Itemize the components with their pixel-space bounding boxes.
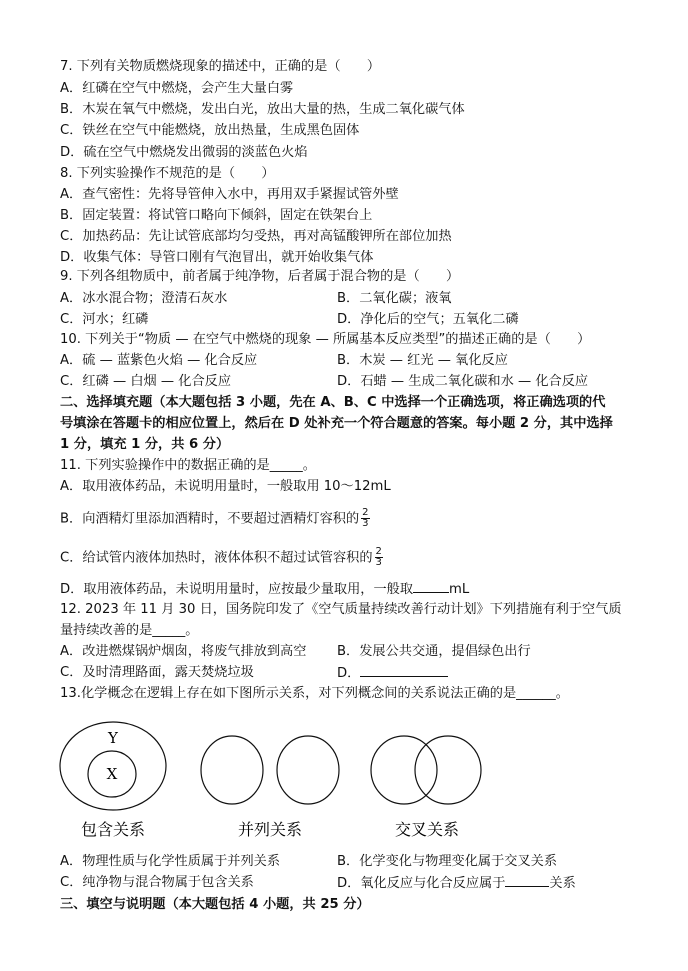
q11-option-d-unit: mL: [449, 582, 470, 597]
q9-option-a: A．冰水混合物；澄清石灰水: [60, 291, 228, 306]
intersection-circle-right: [415, 736, 481, 804]
fraction-numerator: 2: [362, 507, 369, 518]
caption-parallel: 并列关系: [237, 820, 303, 839]
caption-intersection: 交叉关系: [394, 820, 460, 839]
section2-line3: 1 分，填充 1 分，共 6 分）: [60, 437, 230, 452]
q9-option-c: C．河水；红磷: [60, 312, 149, 327]
answer-blank[interactable]: [413, 580, 449, 593]
answer-blank[interactable]: [505, 874, 549, 887]
q13-option-a: A．物理性质与化学性质属于并列关系: [60, 854, 281, 869]
q10-option-d: D．石蜡 — 生成二氧化碳和水 — 化合反应: [337, 374, 589, 389]
section2-line1: 二、选择填充题（本大题包括 3 小题，先在 A、B、C 中选择一个正确选项，将正确选项的代: [60, 395, 606, 410]
q12-option-a: A．改进燃煤锅炉烟囱，将废气排放到高空: [60, 644, 307, 659]
fraction: [361, 508, 369, 529]
q11-option-d-text: D．取用液体药品，未说明用量时，应按最少量取用，一般取: [60, 582, 414, 597]
fraction: [375, 547, 383, 568]
q10-stem: 10. 下列关于“物质 — 在空气中燃烧的现象 — 所属基本反应类型”的描述正确的是（ ）: [60, 332, 591, 347]
q13-option-c: C．纯净物与混合物属于包含关系: [60, 875, 254, 890]
q7-stem: 7. 下列有关物质燃烧现象的描述中，正确的是（ ）: [60, 59, 381, 74]
q12-stem-line2: 量持续改善的是_____。: [60, 623, 199, 638]
q7-option-d: D．硫在空气中燃烧发出微弱的淡蓝色火焰: [60, 145, 308, 160]
parallel-circle-right: [277, 736, 339, 804]
section3-title: 三、填空与说明题（本大题包括 4 小题，共 25 分）: [60, 897, 370, 912]
q11-option-b-text: B．向酒精灯里添加酒精时，不要超过酒精灯容积的: [60, 511, 360, 527]
q12-option-c: C．及时清理路面，露天焚烧垃圾: [60, 665, 254, 680]
caption-containment: 包含关系: [80, 820, 146, 839]
q11-option-c-text: C．给试管内液体加热时，液体体积不超过试管容积的: [60, 550, 373, 566]
q9-stem: 9. 下列各组物质中，前者属于纯净物，后者属于混合物的是（ ）: [60, 269, 460, 284]
concept-relationship-diagram: [55, 712, 515, 847]
q8-option-b: B．固定装置：将试管口略向下倾斜，固定在铁架台上: [60, 208, 373, 223]
q11-option-c: [60, 547, 383, 568]
q11-option-d: [60, 580, 469, 599]
q11-stem: 11. 下列实验操作中的数据正确的是_____。: [60, 458, 316, 473]
q12-option-b: B．发展公共交通，提倡绿色出行: [337, 644, 531, 659]
q13-option-b: B．化学变化与物理变化属于交叉关系: [337, 854, 558, 869]
fraction-numerator: 2: [375, 546, 382, 557]
q7-option-b: B．木炭在氧气中燃烧，发出白光，放出大量的热，生成二氧化碳气体: [60, 102, 465, 117]
section2-line2: 号填涂在答题卡的相应位置上，然后在 D 处补充一个符合题意的答案。每小题 2 分，其中选择: [60, 416, 613, 431]
q12-stem-line1: 12. 2023 年 11 月 30 日，国务院印发了《空气质量持续改善行动计划》下列措施有利于空气质: [60, 602, 622, 617]
q9-option-b: B．二氧化碳；液氧: [337, 291, 452, 306]
set-x-label: X: [106, 765, 118, 783]
q8-option-d: D．收集气体：导管口刚有气泡冒出，就开始收集气体: [60, 250, 374, 265]
q8-option-c: C．加热药品：先让试管底部均匀受热，再对高锰酸钾所在部位加热: [60, 229, 452, 244]
q10-option-a: A．硫 — 蓝紫色火焰 — 化合反应: [60, 353, 258, 368]
fraction-denominator: 3: [362, 518, 369, 529]
fraction-denominator: 3: [375, 557, 382, 568]
q13-option-d: [337, 874, 576, 893]
q12-option-d: [337, 664, 448, 683]
q10-option-b: B．木炭 — 红光 — 氧化反应: [337, 353, 508, 368]
answer-blank[interactable]: [360, 664, 448, 677]
q9-option-d: D．净化后的空气；五氧化二磷: [337, 312, 519, 327]
parallel-circle-left: [201, 736, 263, 804]
q7-option-c: C．铁丝在空气中能燃烧，放出热量，生成黑色固体: [60, 123, 360, 138]
q7-option-a: A．红磷在空气中燃烧，会产生大量白雾: [60, 81, 294, 96]
q13-option-d-text: D．氧化反应与化合反应属于: [337, 876, 506, 891]
q8-option-a: A．查气密性：先将导管伸入水中，再用双手紧握试管外壁: [60, 187, 399, 202]
q11-option-b: [60, 508, 370, 529]
q11-option-a: A．取用液体药品，未说明用量时，一般取用 10～12mL: [60, 479, 391, 494]
q12-option-d-label: D．: [337, 666, 361, 681]
intersection-circle-left: [371, 736, 437, 804]
q8-stem: 8. 下列实验操作不规范的是（ ）: [60, 166, 275, 181]
set-y-label: Y: [108, 729, 118, 747]
q13-option-d-tail: 关系: [549, 876, 576, 891]
q13-stem: 13.化学概念在逻辑上存在如下图所示关系，对下列概念间的关系说法正确的是______。: [60, 686, 569, 701]
q10-option-c: C．红磷 — 白烟 — 化合反应: [60, 374, 232, 389]
